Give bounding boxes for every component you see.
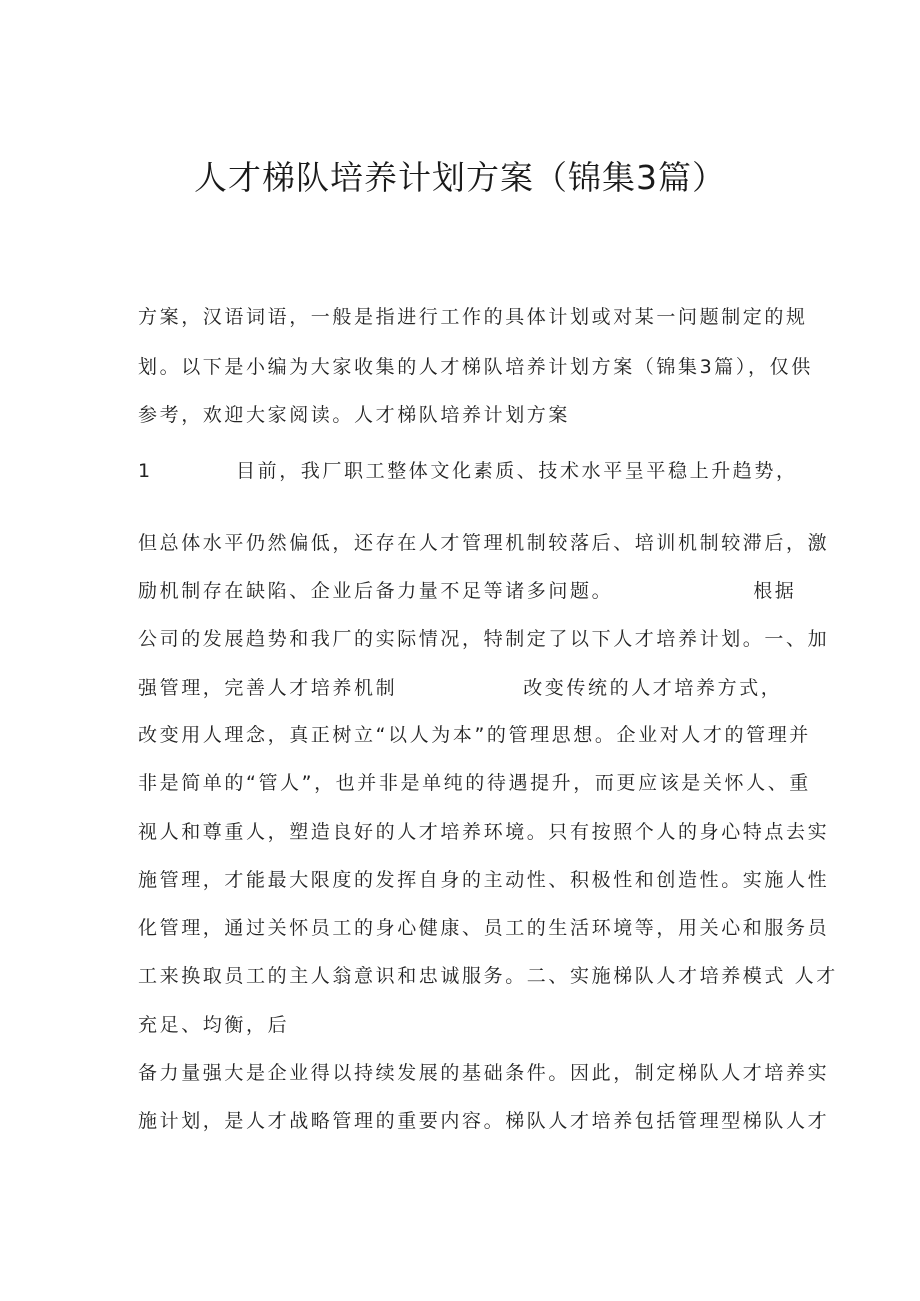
body-line-12: 备力量强大是企业得以持续发展的基础条件。因此，制定梯队人才培养实 xyxy=(138,1062,830,1084)
body-line-13: 施计划，是人才战略管理的重要内容。梯队人才培养包括管理型梯队人才 xyxy=(138,1110,830,1132)
body-line-7: 视人和尊重人，塑造良好的人才培养环境。只有按照个人的身心特点去实 xyxy=(138,821,830,843)
body-line-6: 非是简单的“管人”，也并非是单纯的待遇提升，而更应该是关怀人、重 xyxy=(138,772,811,794)
body-line-5: 改变用人理念，真正树立“以人为本”的管理思想。企业对人才的管理并 xyxy=(138,724,811,746)
section-first-line-text: 目前，我厂职工整体文化素质、技术水平呈平稳上升趋势， xyxy=(236,460,798,482)
body-line-1: 但总体水平仍然偏低，还存在人才管理机制较落后、培训机制较滞后，激 xyxy=(138,532,830,554)
document-title: 人才梯队培养计划方案（锦集3篇） xyxy=(194,158,726,197)
intro-line-1: 方案，汉语词语，一般是指进行工作的具体计划或对某一问题制定的规 xyxy=(138,306,808,328)
section-first-line xyxy=(138,456,798,483)
body-line-2-text: 励机制存在缺陷、企业后备力量不足等诸多问题。 xyxy=(138,580,614,602)
intro-line-3: 参考，欢迎大家阅读。人才梯队培养计划方案 xyxy=(138,404,571,426)
body-line-4 xyxy=(138,673,782,700)
body-line-8: 施管理，才能最大限度的发挥自身的主动性、积极性和创造性。实施人性 xyxy=(138,869,830,891)
section-number: 1 xyxy=(138,460,153,482)
body-line-9: 化管理，通过关怀员工的身心健康、员工的生活环境等，用关心和服务员 xyxy=(138,917,830,939)
intro-line-2: 划。以下是小编为大家收集的人才梯队培养计划方案（锦集3篇），仅供 xyxy=(138,356,813,378)
body-line-11: 充足、均衡，后 xyxy=(138,1014,290,1036)
body-line-3: 公司的发展趋势和我厂的实际情况，特制定了以下人才培养计划。一、加 xyxy=(138,628,830,650)
body-line-10: 工来换取员工的主人翁意识和忠诚服务。二、实施梯队人才培养模式 人才 xyxy=(138,965,838,987)
body-line-2-tail: 根据 xyxy=(753,580,797,602)
body-line-2 xyxy=(138,576,796,603)
body-line-4-text: 强管理，完善人才培养机制 xyxy=(138,677,398,699)
body-line-4-tail: 改变传统的人才培养方式， xyxy=(523,677,783,699)
